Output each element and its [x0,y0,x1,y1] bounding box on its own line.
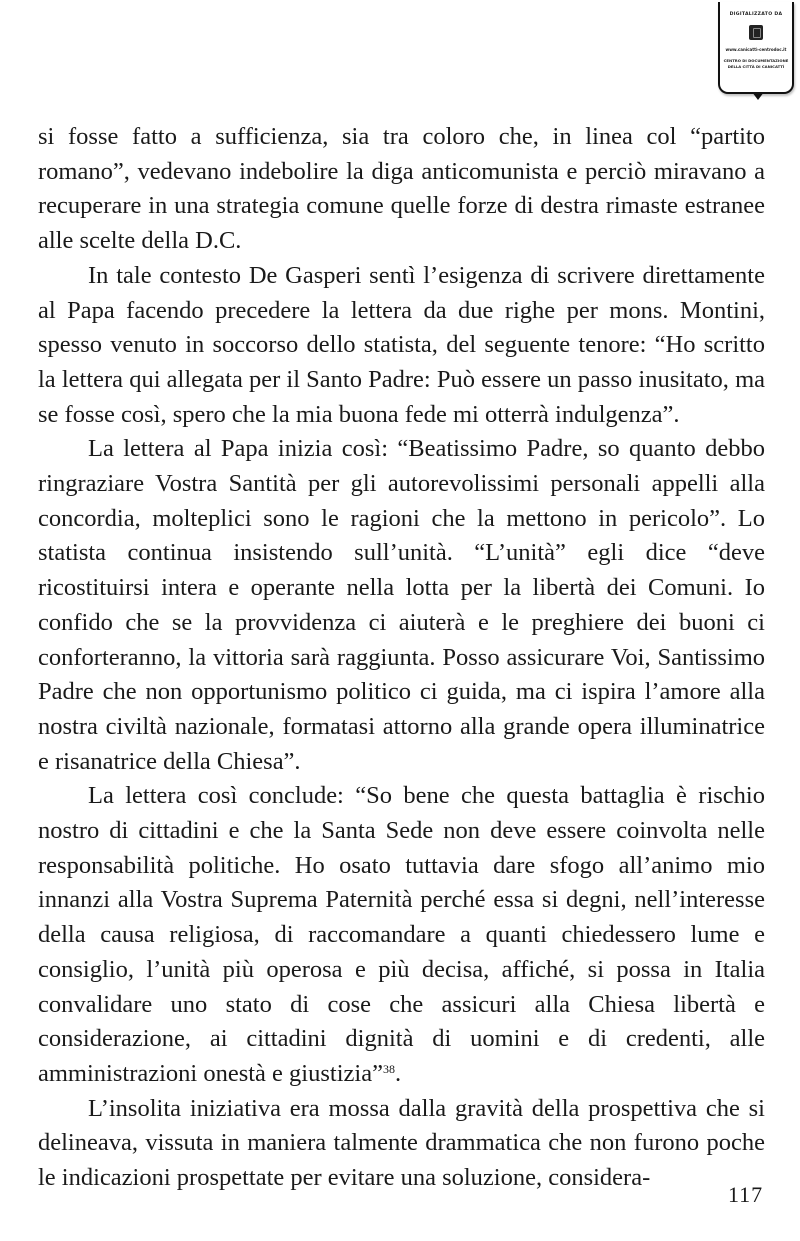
stamp-logo-icon [749,25,763,40]
body-text [38,120,765,1196]
stamp-centro [720,58,792,70]
paragraph-4 [38,779,765,1091]
stamp-header: DIGITALIZZATO DA [729,12,783,17]
paragraph-3: La lettera al Papa inizia così: “Beatissimo Padre, so quanto debbo ringraziare Vostra Santità per gli autorevolissimi personali appelli alla concordia, molteplici sono le ragioni che la mettono in pericolo”. Lo statista continua insistendo sull’unità. “L’unità” egli dice “deve ricostituirsi intera e operante nella lotta per la libertà dei Comuni. Io confido che se la provvidenza ci aiuterà e le preghiere dei buoni ci conforteranno, la vittoria sarà raggiunta. Posso assicurare Voi, Santissimo Padre che non opportunismo politico ci guida, ma ci ispira l’amore alla nostra civiltà nazionale, formatasi attorno alla grande opera illuminatrice e risanatrice della Chiesa”. [38,435,765,775]
paragraph-4-text: La lettera così conclude: “So bene che questa battaglia è rischio nostro di cittadini e che la Santa Sede non deve essere coinvolta nelle responsabilità politiche. Ho osato tuttavia dare sfogo all’animo mio innanzi alla Vostra Suprema Paternità perché essa si degni, nell’interesse della causa religiosa, di raccomandare a quanti chiedessero lume e consiglio, l’unità più operosa e più decisa, affiché, si possa in Italia convalidare uno stato di cose che assicuri alla Chiesa libertà e considerazione, ai cittadini dignità di uomini e di credenti, alle amministrazioni onestà e giustizia” [38,782,765,1087]
paragraph-5: L’insolita iniziativa era mossa dalla gravità della prospettiva che si delineava, vissuta in maniera talmente drammatica che non furono poche le indicazioni prospettate per evitare una soluzione, considera- [38,1094,765,1192]
digitization-stamp [718,2,794,94]
paragraph-2: In tale contesto De Gasperi sentì l’esigenza di scrivere direttamente al Papa facendo precedere la lettera da due righe per mons. Montini, spesso venuto in soccorso dello statista, del seguente tenore: “Ho scritto la lettera qui allegata per il Santo Padre: Può essere un passo inusitato, ma se fosse così, spero che la mia buona fede mi otterrà indulgenza”. [38,261,765,428]
paragraph-1: si fosse fatto a sufficienza, sia tra coloro che, in linea col “partito romano”, vedevano indebolire la diga anticomunista e perciò miravano a recuperare in una strategia comune quelle forze di destra rimaste estranee alle scelte della D.C. [38,123,765,255]
stamp-pointer [752,92,764,100]
stamp-url: www.canicattì-centrodoc.it [725,47,787,52]
stamp-centro-line-2: DELLA CITTÀ DI CANICATTÌ [727,64,785,69]
stamp-centro-line-1: CENTRO DI DOCUMENTAZIONE [723,58,789,63]
footnote-reference[interactable]: 38 [382,1061,395,1076]
paragraph-4-end: . [394,1059,402,1087]
page-number: 117 [728,1182,764,1207]
